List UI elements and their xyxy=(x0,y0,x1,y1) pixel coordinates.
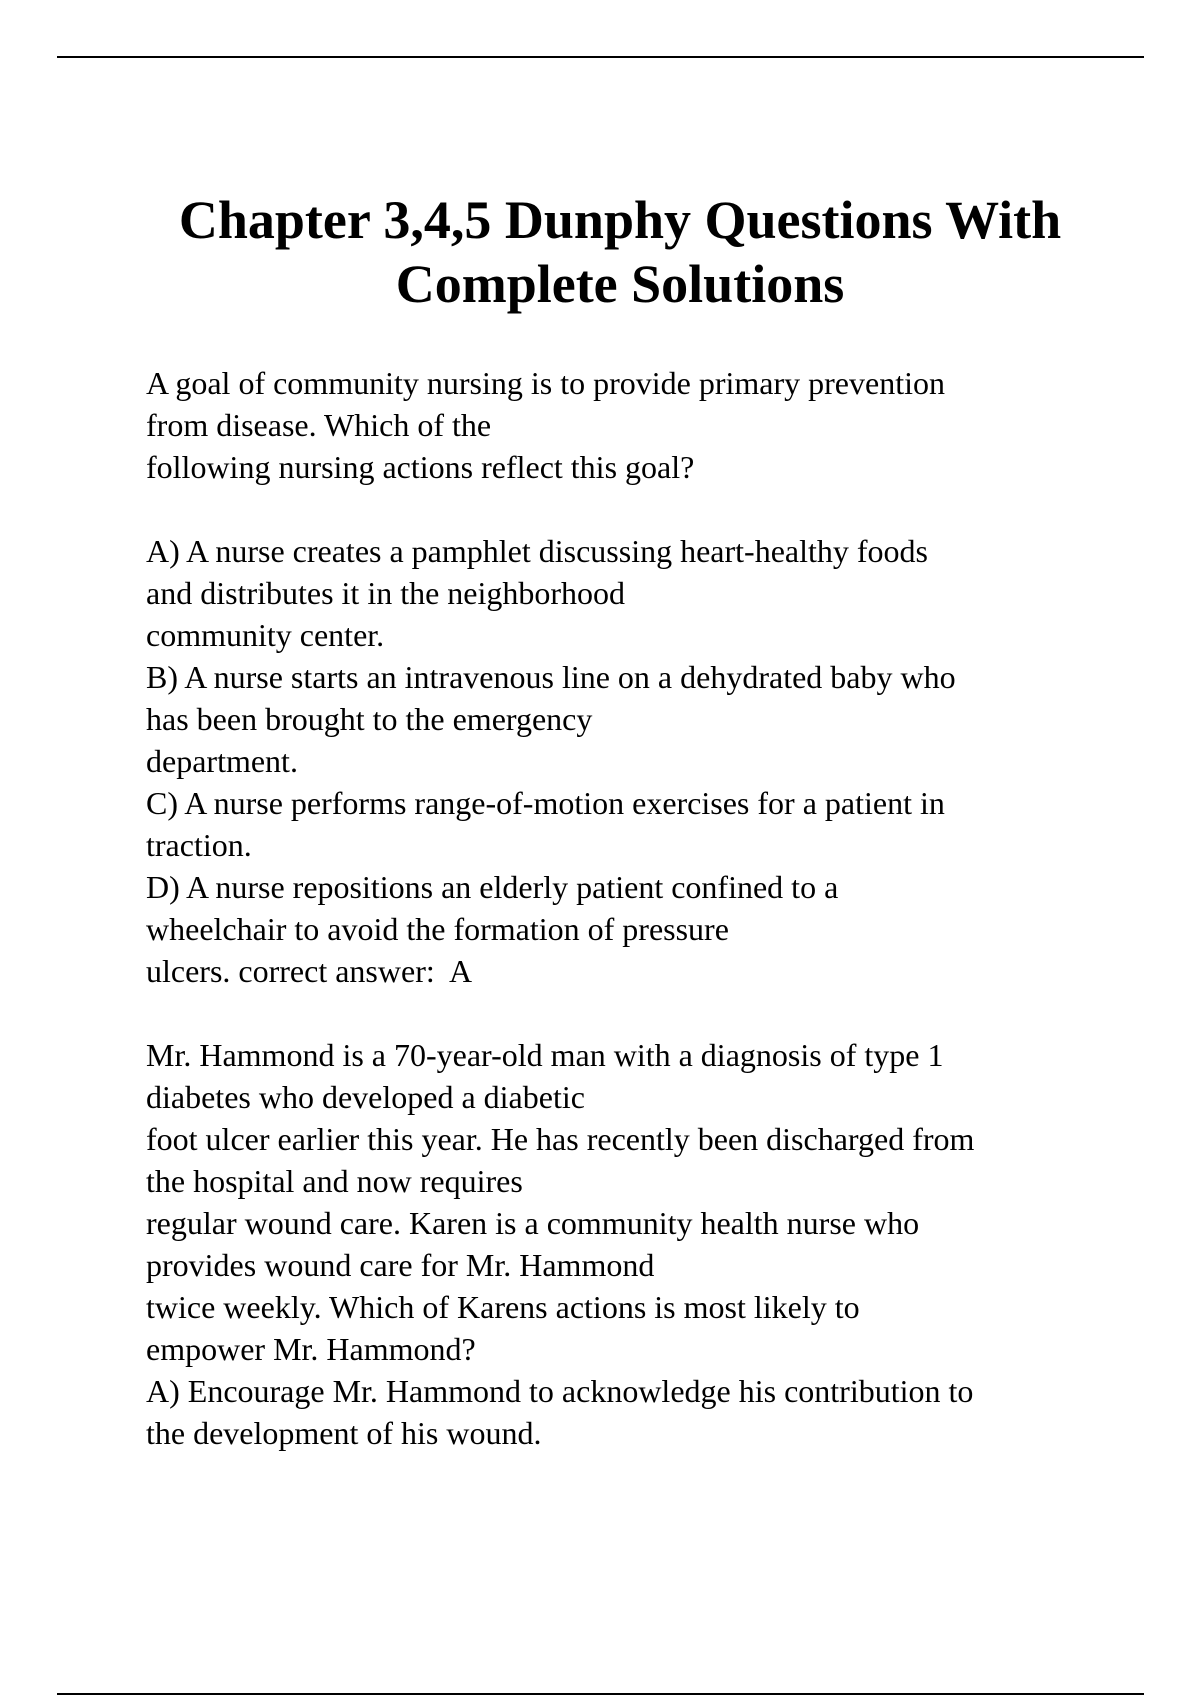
bottom-rule xyxy=(57,1693,1144,1695)
question-1-options xyxy=(146,530,1146,992)
text-line: provides wound care for Mr. Hammond xyxy=(146,1247,655,1283)
title-line: Chapter 3,4,5 Dunphy Questions With xyxy=(178,190,1062,250)
option-a-line: and distributes it in the neighborhood xyxy=(146,575,626,611)
text-line: regular wound care. Karen is a community health nurse who xyxy=(146,1205,920,1241)
text-line: foot ulcer earlier this year. He has recently been discharged from xyxy=(146,1121,975,1157)
paragraph-gap xyxy=(146,992,1146,1034)
text-line: Mr. Hammond is a 70-year-old man with a diagnosis of type 1 xyxy=(146,1037,944,1073)
option-b-line: has been brought to the emergency xyxy=(146,701,593,737)
document-title xyxy=(100,188,1140,316)
option-a-line: A) Encourage Mr. Hammond to acknowledge his contribution to xyxy=(146,1373,974,1409)
text-line: diabetes who developed a diabetic xyxy=(146,1079,585,1115)
option-c-line: C) A nurse performs range-of-motion exercises for a patient in xyxy=(146,785,945,821)
option-d-line: wheelchair to avoid the formation of pressure xyxy=(146,911,729,947)
text-line: empower Mr. Hammond? xyxy=(146,1331,476,1367)
correct-answer-line: ulcers. correct answer: A xyxy=(146,953,473,989)
option-b-line: department. xyxy=(146,743,298,779)
document-body xyxy=(146,362,1146,1454)
title-line: Complete Solutions xyxy=(395,254,845,314)
text-line: A goal of community nursing is to provide primary prevention xyxy=(146,365,945,401)
option-a-line: the development of his wound. xyxy=(146,1415,542,1451)
option-c-line: traction. xyxy=(146,827,252,863)
question-1-stem xyxy=(146,362,1146,488)
paragraph-gap xyxy=(146,488,1146,530)
top-rule xyxy=(57,56,1144,58)
option-d-line: D) A nurse repositions an elderly patient confined to a xyxy=(146,869,839,905)
text-line: the hospital and now requires xyxy=(146,1163,523,1199)
text-line: twice weekly. Which of Karens actions is most likely to xyxy=(146,1289,860,1325)
question-2 xyxy=(146,1034,1146,1454)
option-b-line: B) A nurse starts an intravenous line on a dehydrated baby who xyxy=(146,659,956,695)
text-line: following nursing actions reflect this goal? xyxy=(146,449,695,485)
question-1 xyxy=(146,362,1146,992)
option-a-line: community center. xyxy=(146,617,385,653)
option-a-line: A) A nurse creates a pamphlet discussing heart-healthy foods xyxy=(146,533,928,569)
text-line: from disease. Which of the xyxy=(146,407,492,443)
